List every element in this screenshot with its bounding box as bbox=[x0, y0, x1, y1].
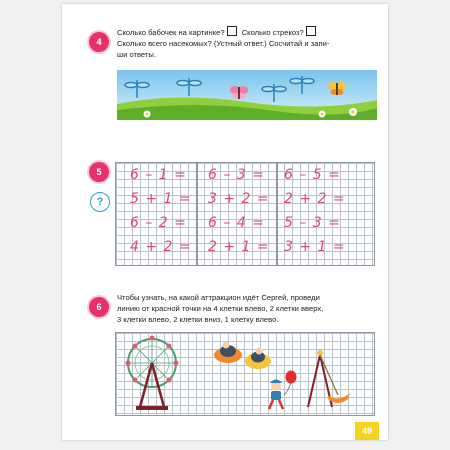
task-6-line-2: линию от красной точки на 4 клетки влево, 2 клетки вверх, bbox=[117, 304, 324, 313]
page-number-label: 49 bbox=[361, 426, 372, 436]
ferris-wheel-icon bbox=[126, 336, 179, 411]
page-number bbox=[355, 422, 379, 440]
task-6-line-1: Чтобы узнать, на какой аттракцион идёт Сергей, проведи bbox=[117, 293, 320, 302]
column-divider bbox=[276, 163, 278, 265]
exercise-item[interactable]: 3 + 1 = bbox=[284, 239, 346, 255]
boy-icon bbox=[269, 380, 283, 410]
task-4-badge bbox=[89, 32, 109, 52]
task-4-line-2: Сколько всего насекомых? (Устный ответ.) Сосчитай и запи- bbox=[117, 39, 330, 48]
exercise-item[interactable]: 6 – 1 = bbox=[130, 167, 187, 183]
bumper-cars-icon bbox=[214, 342, 271, 370]
task-5-number: 5 bbox=[96, 167, 102, 177]
exercise-item[interactable]: 5 + 1 = bbox=[130, 191, 192, 207]
task-6-line-3: 3 клетки влево, 2 клетки вниз, 1 клетку влево. bbox=[117, 315, 279, 324]
task-4-line-1b: Сколько стрекоз? bbox=[241, 28, 304, 37]
red-balloon-icon bbox=[284, 371, 297, 396]
exercise-item[interactable]: 5 – 3 = bbox=[284, 215, 341, 231]
exercise-item[interactable]: 3 + 2 = bbox=[208, 191, 270, 207]
exercise-item[interactable]: 6 – 4 = bbox=[208, 215, 265, 231]
task-6-badge bbox=[89, 297, 109, 317]
exercise-item[interactable]: 2 + 2 = bbox=[284, 191, 346, 207]
question-mark-label: ? bbox=[96, 196, 104, 208]
workbook-page bbox=[62, 4, 388, 440]
task-4-line-3: ши ответы. bbox=[117, 50, 156, 59]
answer-box-butterflies[interactable] bbox=[227, 26, 237, 36]
exercise-item[interactable]: 6 – 3 = bbox=[208, 167, 265, 183]
path-grid[interactable] bbox=[115, 332, 375, 416]
answer-box-dragonflies[interactable] bbox=[306, 26, 316, 36]
task-4-text bbox=[117, 26, 377, 60]
exercise-item[interactable]: 6 – 5 = bbox=[284, 167, 341, 183]
column-divider bbox=[196, 163, 198, 265]
ship-swing-icon bbox=[308, 350, 350, 407]
exercise-grid bbox=[115, 162, 375, 266]
question-mark-icon bbox=[90, 192, 110, 212]
task-4-number: 4 bbox=[96, 37, 102, 47]
task-6-text bbox=[117, 292, 379, 325]
exercise-item[interactable]: 6 – 2 = bbox=[130, 215, 187, 231]
task-4-line-1a: Сколько бабочек на картинке? bbox=[117, 28, 225, 37]
task-5-badge bbox=[89, 162, 109, 182]
exercise-item[interactable]: 4 + 2 = bbox=[130, 239, 192, 255]
task-6-number: 6 bbox=[96, 302, 102, 312]
task-4-line-1 bbox=[117, 26, 377, 38]
exercise-item[interactable]: 2 + 1 = bbox=[208, 239, 270, 255]
meadow-picture bbox=[117, 70, 377, 120]
